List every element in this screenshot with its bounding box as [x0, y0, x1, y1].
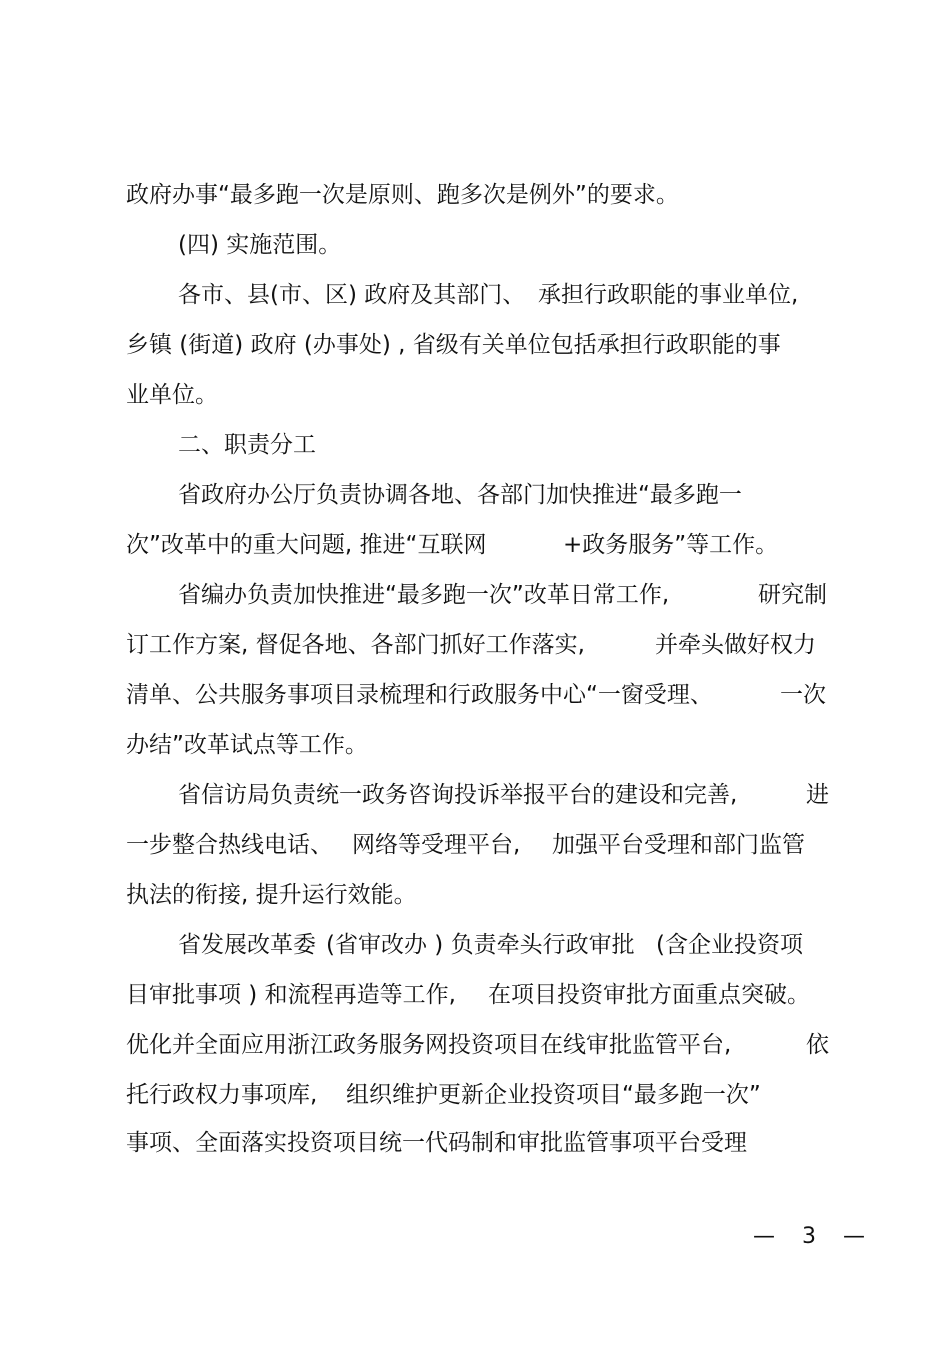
text-segment: 省信访局负责统一政务咨询投诉举报平台的建设和完善, [178, 782, 738, 808]
text-segment: 一次 [780, 682, 826, 708]
text-segment: 依 [806, 1032, 829, 1058]
text-segment: 各市、县(市、区) 政府及其部门、 [178, 282, 526, 308]
text-segment: 执法的衔接, 提升运行效能。 [126, 882, 417, 908]
section-heading: 二、职责分工 [178, 432, 316, 458]
text-segment: 乡镇 (街道) 政府 (办事处) , 省级有关单位包括承担行政职能的事 [126, 332, 781, 358]
text-segment: 加强平台受理和部门监管 [552, 832, 805, 858]
text-segment: 进 [806, 782, 829, 808]
text-segment: 政府办事“最多跑一次是原则、跑多次是例外”的要求。 [126, 182, 679, 208]
text-segment: +政务服务”等工作。 [563, 532, 779, 558]
text-segment: 承担行政职能的事业单位, [538, 282, 799, 308]
text-segment: 一步整合热线电话、 [126, 832, 333, 858]
text-segment: 省政府办公厅负责协调各地、各部门加快推进“最多跑一 [178, 482, 742, 508]
text-segment: 办结”改革试点等工作。 [126, 732, 368, 758]
text-segment: 组织维护更新企业投资项目“最多跑一次” [346, 1082, 761, 1108]
text-segment: 省发展改革委 [178, 932, 316, 958]
text-segment: 省编办负责加快推进“最多跑一次”改革日常工作, [178, 582, 670, 608]
section-heading: (四) 实施范围。 [178, 232, 342, 258]
text-segment: 订工作方案, 督促各地、各部门抓好工作落实, [126, 632, 585, 658]
text-segment: 目审批事项 ) 和流程再造等工作, [126, 982, 456, 1008]
text-segment: 研究制 [758, 582, 827, 608]
text-segment: 事项、全面落实投资项目统一代码制和审批监管事项平台受理 [126, 1130, 747, 1156]
text-segment: 托行政权力事项库, [126, 1082, 318, 1108]
text-segment: 并牵头做好权力 [655, 632, 816, 658]
text-segment: 业单位。 [126, 382, 218, 408]
text-segment: 在项目投资审批方面重点突破。 [488, 982, 810, 1008]
text-segment: 次”改革中的重大问题, 推进“互联网 [126, 532, 487, 558]
text-segment: (含企业投资项 [656, 932, 803, 958]
text-segment: 优化并全面应用浙江政务服务网投资项目在线审批监管平台, [126, 1032, 732, 1058]
text-segment: 清单、公共服务事项目录梳理和行政服务中心“一窗受理、 [126, 682, 713, 708]
page-number: — 3 — [753, 1224, 875, 1249]
text-segment: (省审改办 ) 负责牵头行政审批 [326, 932, 635, 958]
text-segment: 网络等受理平台, [352, 832, 521, 858]
